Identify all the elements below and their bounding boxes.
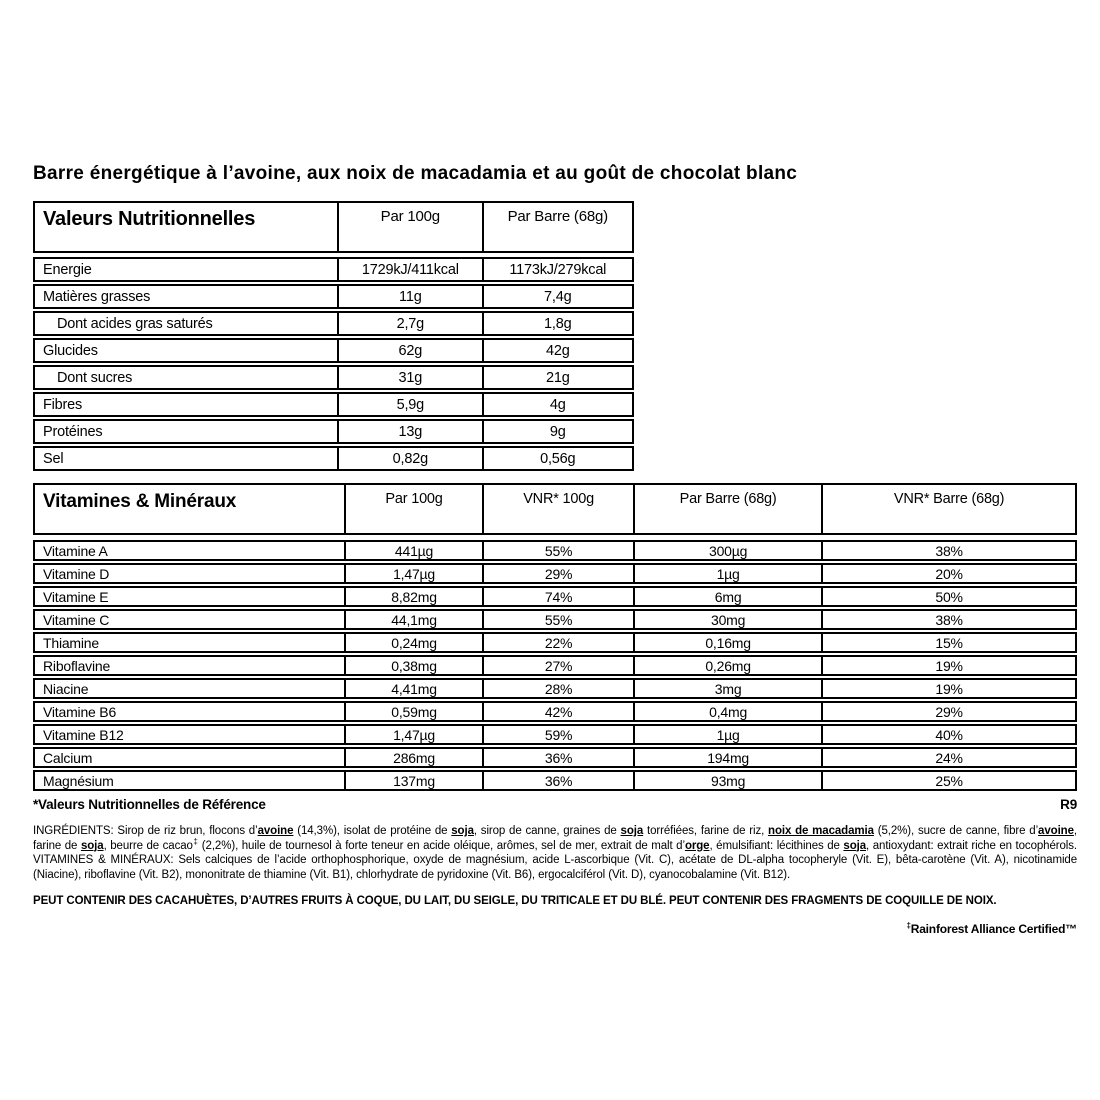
- nutrition-facts-table: [33, 201, 634, 471]
- vitamin-label: Vitamine C: [43, 611, 110, 628]
- vitamin-value-per100g: 0,38mg: [344, 657, 482, 674]
- nutrition-table-body: [33, 257, 634, 471]
- vitamins-table-row: [33, 724, 1077, 745]
- vitamins-table-row: [33, 770, 1077, 791]
- vitamin-value-per-bar: 194mg: [633, 749, 821, 766]
- nutrient-label: Dont sucres: [57, 369, 133, 386]
- reference-footnote: [33, 797, 1077, 812]
- vitamin-label: Vitamine B12: [43, 726, 124, 743]
- vitamin-value-per100g: 286mg: [344, 749, 482, 766]
- vitamins-table-row: [33, 540, 1077, 561]
- vitamin-vnr-per-bar: 19%: [821, 657, 1075, 674]
- vitamin-value-per-bar: 93mg: [633, 772, 821, 789]
- nutrition-table-row: [33, 392, 634, 417]
- revision-code: R9: [1060, 797, 1077, 812]
- nutrient-value-per-bar: 4g: [482, 394, 632, 415]
- vitamin-vnr-per100g: 29%: [482, 565, 633, 582]
- vitamin-value-per100g: 44,1mg: [344, 611, 482, 628]
- nutrient-value-per100g: 5,9g: [337, 394, 481, 415]
- vitamin-vnr-per100g: 36%: [482, 772, 633, 789]
- label-content: [33, 163, 1077, 948]
- nutrition-table-row: [33, 338, 634, 363]
- vitamin-value-per100g: 4,41mg: [344, 680, 482, 697]
- vitamin-value-per-bar: 300µg: [633, 542, 821, 559]
- vitamin-vnr-per100g: 74%: [482, 588, 633, 605]
- nutrient-label: Fibres: [43, 396, 83, 413]
- vitamins-table-row: [33, 586, 1077, 607]
- vitamin-value-per-bar: 0,16mg: [633, 634, 821, 651]
- vitamin-vnr-per100g: 55%: [482, 611, 633, 628]
- nutrition-table-row: [33, 257, 634, 282]
- vitamins-table-row: [33, 701, 1077, 722]
- nutrient-label: Dont acides gras saturés: [57, 315, 213, 332]
- vitamins-table-row: [33, 632, 1077, 653]
- vitamin-vnr-per100g: 42%: [482, 703, 633, 720]
- vitamin-vnr-per-bar: 15%: [821, 634, 1075, 651]
- vitamins-minerals-table: [33, 483, 1077, 791]
- nutrient-label: Glucides: [43, 342, 98, 359]
- nutrition-table-row: [33, 419, 634, 444]
- vitamin-value-per100g: 1,47µg: [344, 565, 482, 582]
- product-title: Barre énergétique à l’avoine, aux noix de macadamia et au goût de chocolat blanc: [33, 163, 798, 184]
- vitamin-value-per-bar: 0,4mg: [633, 703, 821, 720]
- dagger-mark: ‡: [906, 921, 911, 930]
- vitamins-table-row: [33, 655, 1077, 676]
- vitamin-label: Magnésium: [43, 772, 114, 789]
- vitamin-value-per-bar: 6mg: [633, 588, 821, 605]
- nutrition-table-title: Valeurs Nutritionnelles: [43, 208, 256, 230]
- vitamin-label: Calcium: [43, 749, 93, 766]
- nutrition-table-header: [33, 201, 634, 253]
- vitamin-value-per100g: 8,82mg: [344, 588, 482, 605]
- nutrient-value-per100g: 62g: [337, 340, 481, 361]
- vitamins-col-per-bar: Par Barre (68g): [633, 485, 821, 533]
- vitamins-table-row: [33, 747, 1077, 768]
- nutrition-col-per-bar: Par Barre (68g): [482, 203, 632, 251]
- vitamin-vnr-per100g: 22%: [482, 634, 633, 651]
- vitamin-value-per100g: 441µg: [344, 542, 482, 559]
- vitamins-table-row: [33, 609, 1077, 630]
- certification-note: [33, 922, 1077, 936]
- nutrient-value-per100g: 13g: [337, 421, 481, 442]
- allergen-warning: PEUT CONTENIR DES CACAHUÈTES, D’AUTRES FRUITS À COQUE, DU LAIT, DU SEIGLE, DU TRITICALE ET DU BLÉ. PEUT CONTENIR DES FRAGMENTS DE COQUILLE DE NOIX.: [33, 894, 997, 907]
- vitamin-label: Thiamine: [43, 634, 99, 651]
- footnote-text: *Valeurs Nutritionnelles de Référence: [33, 797, 266, 812]
- vitamin-label: Vitamine B6: [43, 703, 117, 720]
- vitamin-vnr-per100g: 28%: [482, 680, 633, 697]
- vitamins-table-header: [33, 483, 1077, 535]
- vitamin-value-per-bar: 1µg: [633, 726, 821, 743]
- vitamin-value-per100g: 0,59mg: [344, 703, 482, 720]
- vitamin-vnr-per100g: 27%: [482, 657, 633, 674]
- nutrient-label: Energie: [43, 261, 92, 278]
- nutrient-value-per100g: 11g: [337, 286, 481, 307]
- nutrient-value-per-bar: 1,8g: [482, 313, 632, 334]
- vitamin-value-per100g: 137mg: [344, 772, 482, 789]
- certification-text: Rainforest Alliance Certified™: [910, 922, 1077, 936]
- vitamins-col-vnr100g: VNR* 100g: [482, 485, 633, 533]
- nutrient-value-per-bar: 9g: [482, 421, 632, 442]
- vitamin-value-per100g: 1,47µg: [344, 726, 482, 743]
- ingredients-text: INGRÉDIENTS: Sirop de riz brun, flocons d’avoine (14,3%), isolat de protéine de soja, sirop de canne, graines de soja torréfiées, farine de riz, noix de macadamia (5,2%), sucre de canne, fibre d’avoine, farine de soja, beurre de cacao‡ (2,2%), huile de tournesol à forte teneur en acide oléique, arômes, sel de mer, extrait de malt d’orge, émulsifiant: lécithines de soja, antioxydant: extrait riche en tocophérols. VITAMINES & MINÉRAUX: Sels calciques de l’acide orthophosphorique, oxyde de magnésium, acide L-ascorbique (Vit. C), acétate de DL-alpha tocopheryle (Vit. E), bêta-carotène (Vit. A), nicotinamide (Niacine), riboflavine (Vit. B2), mononitrate de thiamine (Vit. B1), chlorhydrate de pyridoxine (Vit. B6), ergocalciférol (Vit. D), cyanocobalamine (Vit. B12).: [33, 825, 1077, 881]
- vitamin-vnr-per-bar: 19%: [821, 680, 1075, 697]
- vitamin-value-per100g: 0,24mg: [344, 634, 482, 651]
- vitamins-table-title: Vitamines & Minéraux: [43, 491, 237, 512]
- vitamin-vnr-per100g: 59%: [482, 726, 633, 743]
- vitamin-vnr-per-bar: 38%: [821, 611, 1075, 628]
- vitamin-vnr-per-bar: 24%: [821, 749, 1075, 766]
- vitamin-value-per-bar: 0,26mg: [633, 657, 821, 674]
- nutrient-value-per100g: 2,7g: [337, 313, 481, 334]
- vitamin-vnr-per-bar: 20%: [821, 565, 1075, 582]
- vitamin-label: Niacine: [43, 680, 89, 697]
- nutrition-table-row: [33, 284, 634, 309]
- vitamin-vnr-per-bar: 38%: [821, 542, 1075, 559]
- nutrient-value-per-bar: 0,56g: [482, 448, 632, 469]
- vitamin-vnr-per-bar: 40%: [821, 726, 1075, 743]
- vitamin-label: Vitamine A: [43, 542, 108, 559]
- nutrient-value-per-bar: 21g: [482, 367, 632, 388]
- nutrition-table-row: [33, 446, 634, 471]
- vitamin-vnr-per100g: 55%: [482, 542, 633, 559]
- vitamin-value-per-bar: 30mg: [633, 611, 821, 628]
- vitamins-table-row: [33, 563, 1077, 584]
- vitamin-label: Vitamine D: [43, 565, 110, 582]
- nutrient-label: Matières grasses: [43, 288, 151, 305]
- nutrient-value-per-bar: 42g: [482, 340, 632, 361]
- vitamin-vnr-per-bar: 50%: [821, 588, 1075, 605]
- vitamin-label: Vitamine E: [43, 588, 109, 605]
- nutrient-value-per-bar: 7,4g: [482, 286, 632, 307]
- nutrition-table-row: [33, 311, 634, 336]
- vitamins-table-row: [33, 678, 1077, 699]
- vitamin-vnr-per-bar: 29%: [821, 703, 1075, 720]
- nutrient-value-per-bar: 1173kJ/279kcal: [482, 259, 632, 280]
- vitamin-vnr-per-bar: 25%: [821, 772, 1075, 789]
- vitamin-value-per-bar: 3mg: [633, 680, 821, 697]
- nutrient-value-per100g: 1729kJ/411kcal: [337, 259, 481, 280]
- nutrition-col-per100g: Par 100g: [337, 203, 481, 251]
- vitamins-table-body: [33, 540, 1077, 791]
- vitamins-col-per100g: Par 100g: [344, 485, 482, 533]
- vitamins-col-vnr-bar: VNR* Barre (68g): [821, 485, 1075, 533]
- nutrition-table-row: [33, 365, 634, 390]
- nutrient-value-per100g: 0,82g: [337, 448, 481, 469]
- nutrient-value-per100g: 31g: [337, 367, 481, 388]
- nutrient-label: Sel: [43, 450, 64, 467]
- nutrient-label: Protéines: [43, 423, 103, 440]
- vitamin-value-per-bar: 1µg: [633, 565, 821, 582]
- vitamin-vnr-per100g: 36%: [482, 749, 633, 766]
- vitamin-label: Riboflavine: [43, 657, 111, 674]
